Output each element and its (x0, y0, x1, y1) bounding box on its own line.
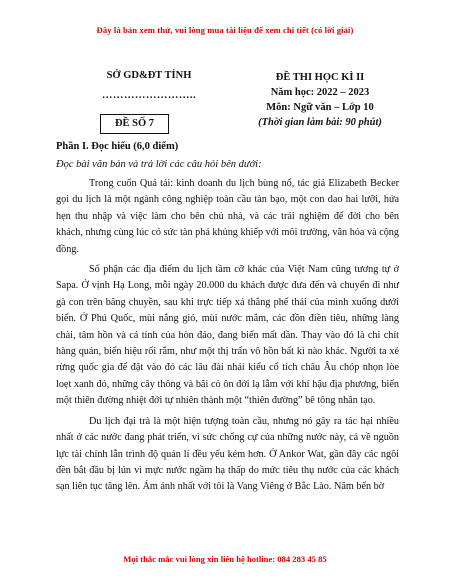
instruction: Đọc bài văn bản và trả lời các câu hỏi bên dưới: (56, 159, 262, 170)
hotline-footer: Mọi thắc mắc vui lòng xin liên hệ hotline: 084 283 45 85 (123, 554, 327, 564)
subject: Môn: Ngữ văn – Lớp 10 (266, 102, 374, 113)
department-label: SỞ GD&ĐT TỈNH (106, 70, 192, 81)
exam-code-box: ĐỀ SỐ 7 (100, 114, 169, 134)
time-limit: (Thời gian làm bài: 90 phút) (258, 117, 382, 128)
header-left (64, 70, 234, 101)
reading-passage (56, 176, 399, 500)
header-right (240, 70, 400, 130)
paragraph-3: Du lịch đại trà là một hiện tượng toàn cầu, nhưng nó gây ra tác hại nhiều nhất ở các nước đang phát triển, vì sức chống cự của những nước này, cả về nguồn lực tài chính lẫn trình độ quản lí đều yếu kém hơn. Ở Ankor Wat, gần đây các ngôi đền bắt đầu bị lún vì mực nước ngầm hạ thấp do mức tiêu thụ nước của các khách sạn liên tục tăng lên. Ám ảnh nhất với tôi là Vang Viêng ở Bắc Lào. Năm bến bờ (56, 415, 399, 493)
paragraph-2: Số phận các địa điểm du lịch tầm cỡ khác của Việt Nam cũng tương tự ở Sapa. Ở vịnh Hạ Long, mỗi ngày 20.000 du khách được đưa đến và chuyển đi như gà con trên băng chuyền, sau khi trực tiếp xả thẳng phế thải của mình xuống dưới biển. Ở Phú Quốc, mùi nắng gió, mùi nước mắm, các đồn điền tiêu, những làng chài, tâm hồn và cá tính của hòn đảo, đang biến mất dần. Thay vào đó là chi chít hàng quán, biển hiệu rối rắm, như một thị trấn vô hồn bất kì nào khác. Người ta xẻ rừng quốc gia để đặt vào đó các lâu đài nhái kiểu cổ tích châu Âu chóp nhọn lòe loẹt xanh đỏ, những cây thông và bãi cỏ ôn đới lạ lẫm với khí hậu địa phương, biến một thiên đường nhiệt đới tự nhiên thành một “thiên đường” bê tông nhân tạo. (56, 264, 399, 407)
section-title: Phần I. Đọc hiểu (6,0 điểm) (56, 141, 179, 152)
school-year: Năm học: 2022 – 2023 (270, 87, 370, 98)
preview-banner: Đây là bản xem thử, vui lòng mua tài liệu để xem chi tiết (có lời giải) (96, 25, 354, 35)
paragraph-1: Trong cuốn Quá tải: kinh doanh du lịch bùng nổ, tác giả Elizabeth Becker gọi du lịch là một ngành công nghiệp toàn cầu tàn bạo, một con dao hai lưỡi, hứa hẹn thu nhập và việc làm cho bên chủ nhà, và các trải nghiệm để đời cho bên khách, nhưng cùng lúc có sức tàn phá khủng khiếp với môi trường, văn hóa và cộng đồng. (56, 178, 399, 255)
province-placeholder: …………………….. (101, 90, 197, 101)
exam-title: ĐỀ THI HỌC KÌ II (275, 72, 365, 83)
